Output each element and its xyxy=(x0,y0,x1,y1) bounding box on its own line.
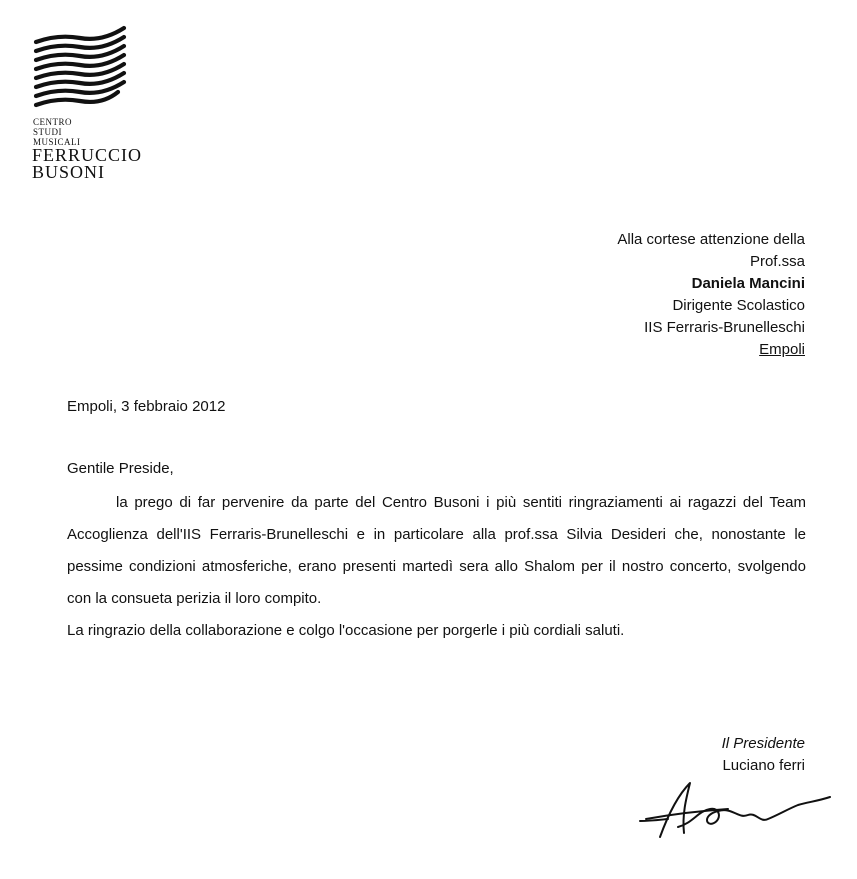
letter-body xyxy=(67,487,806,647)
recipient-city: Empoli xyxy=(759,341,805,358)
handwritten-signature-icon xyxy=(638,775,838,845)
salutation: Gentile Preside, xyxy=(67,460,174,477)
recipient-attention-line: Alla cortese attenzione della xyxy=(617,231,805,248)
org-line-musicali: MUSICALI xyxy=(33,137,81,147)
letterhead-text xyxy=(30,117,142,181)
recipient-school: IIS Ferraris-Brunelleschi xyxy=(644,319,805,336)
recipient-title: Prof.ssa xyxy=(749,253,805,270)
wave-logo-icon xyxy=(30,22,130,114)
signature-block xyxy=(722,733,805,777)
org-line-centro: CENTRO xyxy=(33,117,72,127)
letterhead-logo xyxy=(30,22,160,182)
recipient-name: Daniela Mancini xyxy=(691,275,805,292)
org-line-ferruccio: FERRUCCIO xyxy=(32,145,143,165)
org-line-studi: STUDI xyxy=(33,127,62,137)
letter-date: Empoli, 3 febbraio 2012 xyxy=(67,398,226,415)
signer-name: Luciano ferri xyxy=(722,757,805,774)
recipient-role: Dirigente Scolastico xyxy=(672,297,805,314)
body-paragraph: la prego di far pervenire da parte del Centro Busoni i più sentiti ringraziamenti ai ragazzi del Team Accoglienza dell'IIS Ferraris-Brunelleschi e in particolare alla prof.ssa Silvia Desideri che, nonostante le pessime condizioni atmosferiche, erano presenti martedì sera allo Shalom per il nostro concerto, svolgendo con la consueta perizia il loro compito. xyxy=(67,494,806,607)
recipient-block xyxy=(617,229,805,361)
org-line-busoni: BUSONI xyxy=(32,162,106,182)
signer-title: Il Presidente xyxy=(721,735,805,752)
body-closing: La ringrazio della collaborazione e colgo l'occasione per porgerle i più cordiali saluti. xyxy=(67,622,625,639)
